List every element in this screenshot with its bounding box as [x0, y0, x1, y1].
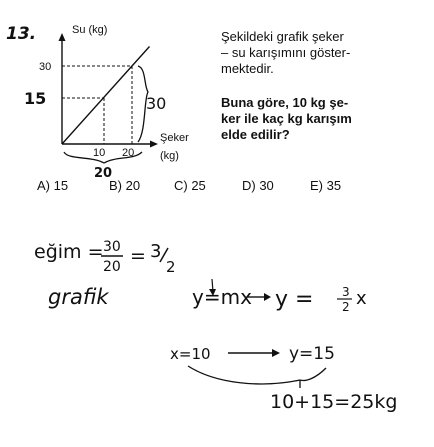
sum-result: 10+15=25kg [270, 391, 398, 413]
choice-c[interactable]: C) 25 [174, 178, 206, 193]
y-value: y=15 [289, 344, 335, 364]
y-axis-label: Su (kg) [72, 24, 108, 36]
implies-arrow-icon [264, 293, 271, 301]
data-series [62, 47, 150, 145]
frac1-numerator: 30 [103, 239, 121, 255]
question-number: 13. [6, 24, 37, 44]
x-axis-arrow-icon [150, 141, 158, 148]
y-tick-30: 30 [39, 61, 52, 73]
frac1-denominator: 20 [103, 259, 121, 275]
frac2-numerator: 3 [150, 241, 162, 262]
join-curve-left [188, 366, 300, 384]
question-description [221, 29, 426, 77]
grafik-equation-x: x [356, 288, 367, 309]
frac2-denominator: 2 [166, 258, 176, 276]
choice-a[interactable]: A) 15 [37, 178, 69, 193]
handwritten-30-label: 30 [146, 94, 167, 113]
y-axis-arrow-icon [59, 33, 66, 41]
frac3-denominator: 2 [342, 300, 350, 314]
series-line [62, 47, 150, 145]
handwritten-slope [34, 239, 176, 276]
handwritten-graph-eq [48, 279, 367, 314]
prompt-line: Buna göre, 10 kg şe- [221, 95, 349, 110]
prompt-line: elde edilir? [221, 127, 290, 142]
grafik-equation-left: y=mx [192, 285, 252, 309]
choice-e[interactable]: E) 35 [310, 178, 342, 193]
handwritten-values [170, 344, 335, 388]
value-arrow-icon [272, 349, 280, 357]
prompt-line: ker ile kaç kg karışım [221, 111, 352, 126]
description-line: mektedir. [221, 61, 274, 76]
description-line: Şekildeki grafik şeker [221, 29, 344, 44]
handwritten-15-label: 15 [24, 89, 47, 108]
choice-d[interactable]: D) 30 [242, 178, 274, 193]
x-value: x=10 [170, 345, 211, 363]
question-prompt [221, 95, 426, 143]
join-curve-right [300, 368, 326, 381]
choice-b[interactable]: B) 20 [109, 178, 141, 193]
x-tick-10: 10 [93, 147, 106, 159]
x-axis-unit: (kg) [160, 150, 179, 162]
x-axis-label: Şeker [160, 132, 189, 144]
answer-choices [37, 178, 417, 198]
description-line: – su karışımını göster- [221, 45, 351, 60]
equals-sign: = [130, 245, 146, 267]
handwritten-20-label: 20 [94, 166, 113, 181]
grafik-equation-mid: y = [275, 287, 314, 312]
frac3-numerator: 3 [342, 285, 350, 299]
egim-label: eğim = [34, 241, 104, 263]
grafik-word: grafik [48, 285, 109, 309]
x-tick-20: 20 [122, 147, 135, 159]
